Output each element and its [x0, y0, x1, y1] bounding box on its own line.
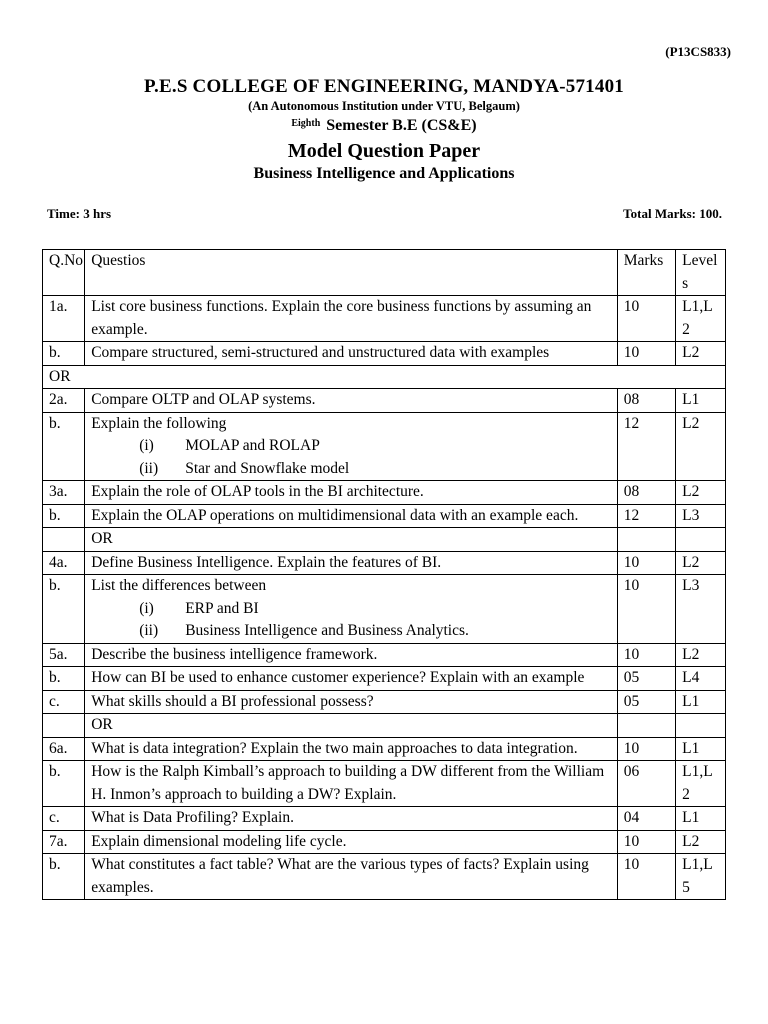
semester-line: [0, 117, 768, 135]
time-allowed: Time: 3 hrs: [47, 206, 112, 221]
table-row: [43, 690, 726, 714]
question-marks: 10: [617, 737, 675, 761]
semester-text: Semester B.E (CS&E): [326, 117, 477, 134]
question-text: Define Business Intelligence. Explain the features of BI.: [85, 551, 618, 575]
or-blank-cell: [676, 714, 726, 738]
question-number: 4a.: [43, 551, 85, 575]
table-row: [43, 737, 726, 761]
question-text: Compare OLTP and OLAP systems.: [85, 389, 618, 413]
question-level: L2: [676, 481, 726, 505]
sub-item-number: (ii): [139, 459, 159, 477]
question-level: L1,L2: [676, 296, 726, 342]
table-row: [43, 830, 726, 854]
table-row: [43, 481, 726, 505]
or-blank-cell: [617, 528, 675, 552]
table-row: [43, 643, 726, 667]
question-level: L2: [676, 342, 726, 366]
question-text: Explain the OLAP operations on multidimensional data with an example each.: [85, 504, 618, 528]
question-marks: 10: [617, 342, 675, 366]
question-number: c.: [43, 807, 85, 831]
question-marks: 08: [617, 481, 675, 505]
header-marks: Marks: [617, 250, 675, 296]
table-row: [43, 667, 726, 691]
question-text: List core business functions. Explain the core business functions by assuming an example.: [85, 296, 618, 342]
table-row: [43, 575, 726, 644]
question-number: b.: [43, 342, 85, 366]
or-blank-cell: [43, 528, 85, 552]
question-number: 2a.: [43, 389, 85, 413]
table-row: [43, 296, 726, 342]
question-number: b.: [43, 504, 85, 528]
or-separator: OR: [85, 528, 618, 552]
question-marks: 12: [617, 412, 675, 481]
sub-item: [91, 435, 611, 458]
question-text: Describe the business intelligence framework.: [85, 643, 618, 667]
paper-code: (P13CS833): [665, 44, 731, 59]
question-marks: 05: [617, 667, 675, 691]
or-separator: OR: [85, 714, 618, 738]
question-level: L2: [676, 412, 726, 481]
subject-title: Business Intelligence and Applications: [253, 165, 515, 182]
question-intro: Explain the following: [91, 414, 227, 432]
question-text: Explain dimensional modeling life cycle.: [85, 830, 618, 854]
question-level: L1,L2: [676, 761, 726, 807]
or-row: [43, 528, 726, 552]
question-text: What is Data Profiling? Explain.: [85, 807, 618, 831]
sub-item-number: (ii): [139, 622, 159, 639]
sub-item: [91, 458, 611, 481]
question-level: L2: [676, 643, 726, 667]
question-text: What skills should a BI professional possess?: [85, 690, 618, 714]
table-header-row: [43, 250, 726, 296]
sub-item: [91, 620, 611, 643]
college-name: P.E.S COLLEGE OF ENGINEERING, MANDYA-571401: [144, 76, 624, 97]
question-level: L2: [676, 830, 726, 854]
total-marks: Total Marks: 100.: [623, 206, 722, 221]
question-marks: 10: [617, 830, 675, 854]
question-number: 3a.: [43, 481, 85, 505]
header-question: Questios: [85, 250, 618, 296]
question-number: 6a.: [43, 737, 85, 761]
question-level: L1: [676, 807, 726, 831]
question-marks: 06: [617, 761, 675, 807]
question-marks: 08: [617, 389, 675, 413]
sub-item: [91, 598, 611, 621]
question-text: What constitutes a fact table? What are the various types of facts? Explain using examples.: [85, 854, 618, 900]
question-text: Explain the role of OLAP tools in the BI architecture.: [85, 481, 618, 505]
autonomy-note: (An Autonomous Institution under VTU, Belgaum): [248, 99, 520, 113]
question-intro: List the differences between: [91, 577, 267, 594]
question-level: L3: [676, 504, 726, 528]
question-number: b.: [43, 761, 85, 807]
table-row: [43, 854, 726, 900]
or-blank-cell: [617, 714, 675, 738]
table-row: [43, 807, 726, 831]
question-marks: 10: [617, 296, 675, 342]
table-row: [43, 761, 726, 807]
question-text: How can BI be used to enhance customer experience? Explain with an example: [85, 667, 618, 691]
sub-item-text: MOLAP and ROLAP: [185, 437, 320, 454]
sub-item-text: ERP and BI: [185, 599, 259, 617]
table-row: [43, 342, 726, 366]
question-table: [42, 249, 726, 900]
question-text: What is data integration? Explain the two main approaches to data integration.: [85, 737, 618, 761]
sub-item-text: Business Intelligence and Business Analytics.: [185, 622, 469, 639]
header-levels: Levels: [676, 250, 726, 296]
semester-prefix: Eighth: [291, 118, 321, 129]
question-level: L1,L5: [676, 854, 726, 900]
sub-item-number: (i): [139, 599, 154, 617]
question-level: L1: [676, 690, 726, 714]
question-text: [85, 412, 618, 481]
sub-item-number: (i): [139, 437, 154, 454]
or-blank-cell: [43, 714, 85, 738]
question-marks: 10: [617, 575, 675, 644]
question-number: c.: [43, 690, 85, 714]
question-number: 7a.: [43, 830, 85, 854]
question-marks: 10: [617, 643, 675, 667]
sub-item-text: Star and Snowflake model: [185, 459, 350, 477]
question-number: b.: [43, 667, 85, 691]
question-level: L2: [676, 551, 726, 575]
question-number: 1a.: [43, 296, 85, 342]
or-row: [43, 365, 726, 389]
or-separator: OR: [43, 365, 726, 389]
question-level: L3: [676, 575, 726, 644]
question-number: 5a.: [43, 643, 85, 667]
question-number: b.: [43, 854, 85, 900]
question-text: Compare structured, semi-structured and unstructured data with examples: [85, 342, 618, 366]
paper-title: Model Question Paper: [287, 140, 481, 162]
question-marks: 10: [617, 854, 675, 900]
table-row: [43, 551, 726, 575]
table-row: [43, 504, 726, 528]
or-blank-cell: [676, 528, 726, 552]
question-marks: 12: [617, 504, 675, 528]
question-text: How is the Ralph Kimball’s approach to building a DW different from the William H. Inmon’s approach to building a DW? Explain.: [85, 761, 618, 807]
question-level: L1: [676, 389, 726, 413]
question-number: b.: [43, 412, 85, 481]
question-marks: 05: [617, 690, 675, 714]
question-text: [85, 575, 618, 644]
question-marks: 04: [617, 807, 675, 831]
header-qno: Q.No: [43, 250, 85, 296]
question-level: L4: [676, 667, 726, 691]
question-marks: 10: [617, 551, 675, 575]
table-row: [43, 412, 726, 481]
question-level: L1: [676, 737, 726, 761]
or-row: [43, 714, 726, 738]
question-number: b.: [43, 575, 85, 644]
table-row: [43, 389, 726, 413]
